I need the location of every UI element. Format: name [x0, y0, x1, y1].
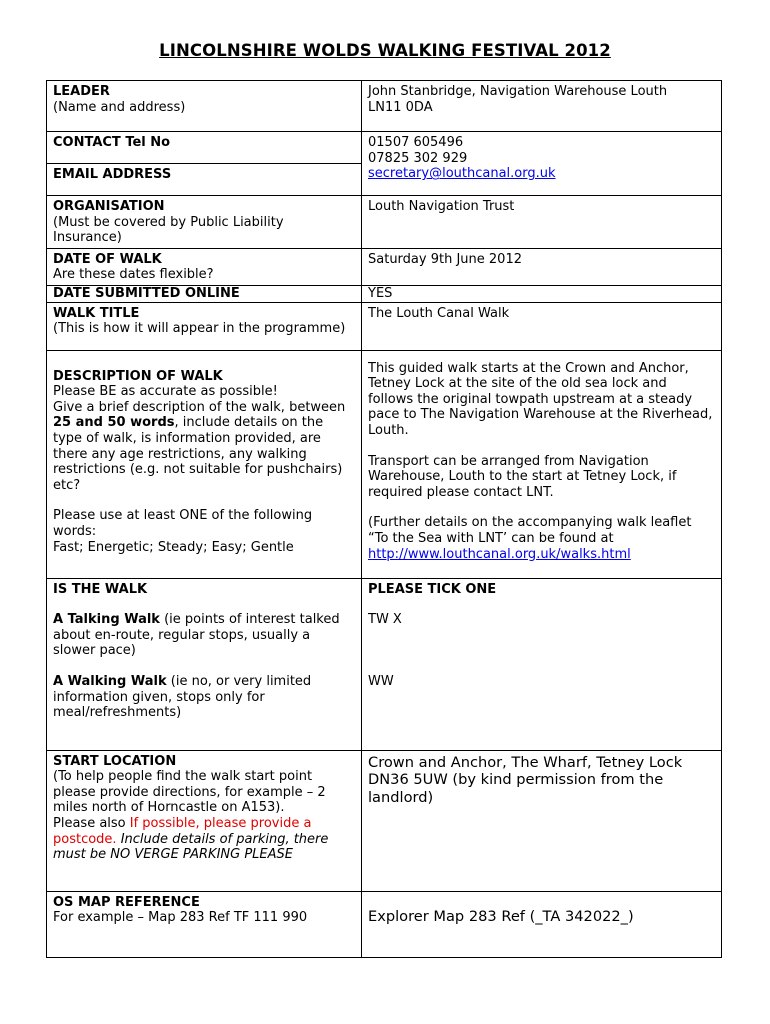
start-location-label-cell: [47, 750, 362, 891]
email-label: EMAIL ADDRESS: [53, 167, 172, 182]
organisation-row: [47, 196, 722, 249]
walk-title-value-cell[interactable]: [362, 302, 722, 350]
walk-type-label: IS THE WALK: [53, 581, 148, 597]
description-value-cell[interactable]: [362, 350, 722, 578]
contact-phone1: 01507 605496: [368, 135, 464, 150]
date-submitted-row: [47, 285, 722, 302]
description-instruction-1: Please BE as accurate as possible!: [53, 384, 278, 400]
date-of-walk-label: DATE OF WALK: [53, 251, 162, 267]
leader-sublabel: (Name and address): [53, 99, 186, 115]
date-of-walk-sublabel: Are these dates flexible?: [53, 267, 214, 283]
walk-title-sublabel: (This is how it will appear in the programme): [53, 321, 346, 337]
contact-label: CONTACT Tel No: [53, 135, 171, 150]
leader-value-line1: John Stanbridge, Navigation Warehouse Louth: [368, 84, 668, 99]
date-submitted-value: YES: [368, 285, 393, 301]
organisation-sublabel: (Must be covered by Public Liability Insurance): [53, 214, 284, 246]
description-paragraph-3: (Further details on the accompanying walk leaflet “To the Sea with LNT’ can be found at: [368, 515, 692, 546]
os-map-value: Explorer Map 283 Ref (_TA 342022_): [368, 907, 634, 925]
start-location-value-cell[interactable]: [362, 750, 722, 891]
leader-value-line2: LN11 0DA: [368, 99, 433, 115]
description-instruction-3: Please use at least ONE of the following words:: [53, 508, 313, 539]
walk-title-value: The Louth Canal Walk: [368, 305, 510, 321]
description-label-cell: [47, 350, 362, 578]
leader-value-cell[interactable]: [362, 81, 722, 132]
os-map-value-cell[interactable]: [362, 891, 722, 957]
organisation-value: Louth Navigation Trust: [368, 199, 515, 214]
walk-title-label-cell: [47, 302, 362, 350]
description-instruction-4: Fast; Energetic; Steady; Easy; Gentle: [53, 539, 294, 555]
walk-title-label: WALK TITLE: [53, 305, 140, 321]
leader-row: [47, 81, 722, 132]
start-location-instruction-1: (To help people find the walk start point please provide directions, for example – 2 miles north of Horncastle on A153).: [53, 769, 326, 816]
description-paragraph-2: Transport can be arranged from Navigation Warehouse, Louth to the start at Tetney Lock, if required please contact LNT.: [368, 453, 677, 500]
talking-walk-tick[interactable]: TW X: [368, 612, 402, 628]
date-submitted-value-cell[interactable]: [362, 285, 722, 302]
talking-walk-option: A Talking Walk (ie points of interest talked about en-route, regular stops, usually a slower pace): [53, 612, 340, 659]
date-submitted-label: DATE SUBMITTED ONLINE: [53, 285, 240, 301]
start-location-instruction-2: Please also If possible, please provide a postcode. Include details of parking, there must be NO VERGE PARKING PLEASE: [53, 815, 329, 863]
description-label: DESCRIPTION OF WALK: [53, 368, 223, 384]
start-location-value: Crown and Anchor, The Wharf, Tetney Lock DN36 5UW (by kind permission from the landlord): [368, 753, 683, 806]
walking-walk-option: A Walking Walk (ie no, or very limited information given, stops only for meal/refreshments): [53, 673, 312, 721]
walk-title-row: [47, 302, 722, 350]
description-row: [47, 350, 722, 578]
os-map-label-cell: [47, 891, 362, 957]
date-of-walk-row: [47, 248, 722, 285]
email-link[interactable]: secretary@louthcanal.org.uk: [368, 166, 556, 182]
contact-row: [47, 132, 722, 164]
contact-value-cell[interactable]: [362, 132, 722, 196]
organisation-label-cell: [47, 196, 362, 249]
page-title: LINCOLNSHIRE WOLDS WALKING FESTIVAL 2012: [159, 41, 611, 60]
walk-type-row: [47, 578, 722, 750]
walks-link[interactable]: http://www.louthcanal.org.uk/walks.html: [368, 546, 631, 562]
walk-type-label-cell: [47, 578, 362, 750]
date-of-walk-value-cell[interactable]: [362, 248, 722, 285]
leader-label: LEADER: [53, 84, 110, 99]
contact-label-cell: [47, 132, 362, 164]
email-label-cell: [47, 164, 362, 196]
start-location-label: START LOCATION: [53, 753, 177, 769]
date-of-walk-label-cell: [47, 248, 362, 285]
contact-phone2: 07825 302 929: [368, 150, 468, 166]
tick-one-label: PLEASE TICK ONE: [368, 581, 497, 597]
leader-label-cell: [47, 81, 362, 132]
os-map-example: For example – Map 283 Ref TF 111 990: [53, 910, 308, 926]
description-instruction-2: Give a brief description of the walk, between 25 and 50 words, include details on the type of walk, is information provided, are there any age restrictions, any walking restrictions (e.g. not suitable for pushchairs) etc?: [53, 399, 346, 493]
start-location-row: [47, 750, 722, 891]
os-map-row: [47, 891, 722, 957]
organisation-value-cell[interactable]: [362, 196, 722, 249]
os-map-label: OS MAP REFERENCE: [53, 894, 200, 910]
description-paragraph-1: This guided walk starts at the Crown and Anchor, Tetney Lock at the site of the old sea lock and follows the original towpath upstream at a steady pace to The Navigation Warehouse at the Riverhead, Louth.: [368, 360, 713, 438]
walk-form-table: [46, 80, 722, 958]
date-of-walk-value: Saturday 9th June 2012: [368, 251, 522, 267]
walking-walk-tick[interactable]: WW: [368, 673, 394, 689]
walk-type-value-cell[interactable]: [362, 578, 722, 750]
date-submitted-label-cell: [47, 285, 362, 302]
organisation-label: ORGANISATION: [53, 199, 165, 214]
